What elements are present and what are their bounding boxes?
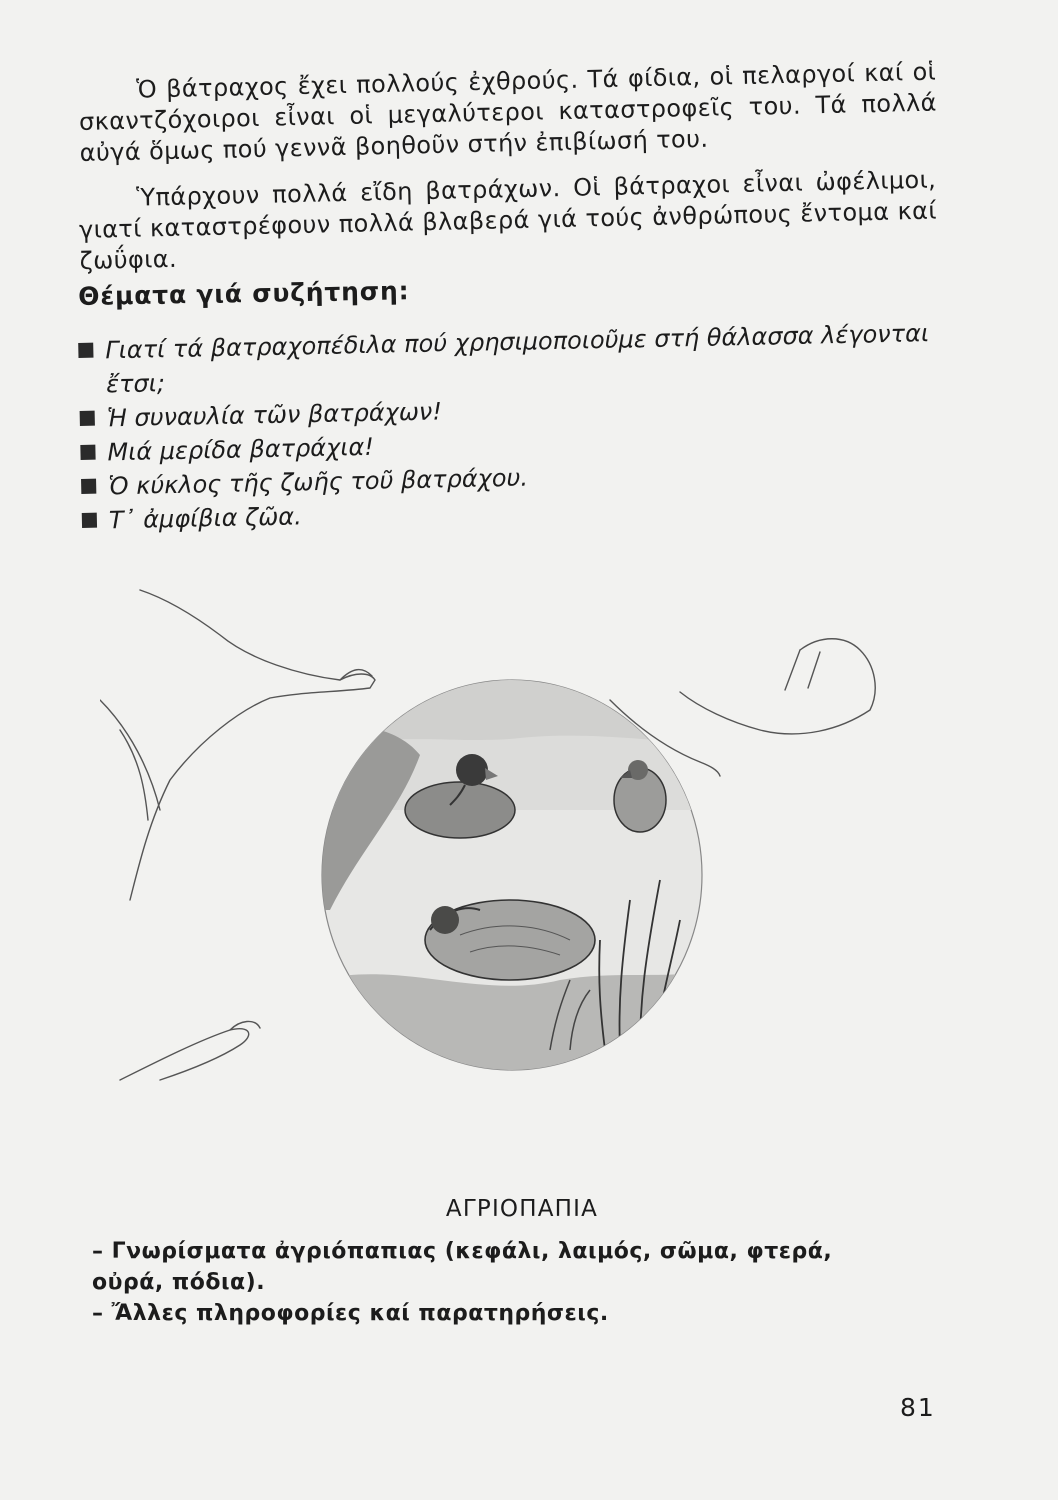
pond-scene: [320, 680, 710, 1080]
discussion-item-text: Ὁ κύκλος τῆς ζωῆς τοῦ βατράχου.: [107, 463, 529, 501]
page-number: 81: [900, 1393, 936, 1422]
wild-ducks-illustration: [100, 580, 920, 1100]
bullet-square-icon: [80, 411, 95, 426]
discussion-item-text: Μιά μερίδα βατράχια!: [107, 432, 375, 467]
indent: [79, 206, 137, 207]
discussion-item-text: Ἡ συναυλία τῶν βατράχων!: [106, 397, 443, 433]
flying-duck-left-wing: [100, 700, 160, 820]
indent: [79, 98, 137, 99]
flying-duck-bottom: [120, 1029, 249, 1080]
discussion-item-text: Τ᾽ ἀμφίβια ζῶα.: [108, 502, 302, 535]
paragraph-frog-enemies: [78, 57, 938, 169]
flying-duck-right-outline: [680, 639, 875, 734]
paragraph-text: Ὑπάρχουν πολλά εἴδη βατράχων. Οἱ βάτραχοι εἶναι ὠφέλιμοι, γιατί καταστρέφουν πολλά βλαβερά γιά τούς ἀνθρώπους ἔντομα καί ζωΰφια.: [78, 165, 938, 275]
bullet-square-icon: [78, 343, 93, 358]
note-other-info: – Ἄλλες πληροφορίες καί παρατηρήσεις.: [92, 1301, 609, 1326]
discussion-heading: Θέματα γιά συζήτηση:: [78, 276, 410, 311]
flying-duck-right-head: [785, 650, 820, 690]
bullet-square-icon: [82, 513, 97, 528]
bullet-square-icon: [81, 479, 96, 494]
note-features: – Γνωρίσματα ἀγριόπαπιας (κεφάλι, λαιμός, σῶμα, φτερά, οὐρά, πόδια).: [92, 1239, 833, 1295]
discussion-item-text: Γιατί τά βατραχοπέδιλα πού χρησιμοποιοῦμε στή θάλασσα λέγονται ἔτσι;: [105, 319, 930, 399]
section-title: ΑΓΡΙΟΠΑΠΙΑ: [445, 1196, 599, 1222]
observation-notes: [92, 1236, 872, 1329]
discussion-list: [78, 316, 942, 538]
paragraph-frog-species: [78, 165, 938, 277]
paragraph-text: Ὁ βάτραχος ἔχει πολλούς ἐχθρούς. Τά φίδια, οἱ πελαργοί καί οἱ σκαντζόχοιροι εἶναι οἱ μεγαλύτεροι καταστροφεῖς του. Τά πολλά αὐγά ὅμως πού γεννᾶ βοηθοῦν στήν ἐπιβίωσή του.: [78, 57, 938, 167]
bullet-square-icon: [80, 445, 95, 460]
